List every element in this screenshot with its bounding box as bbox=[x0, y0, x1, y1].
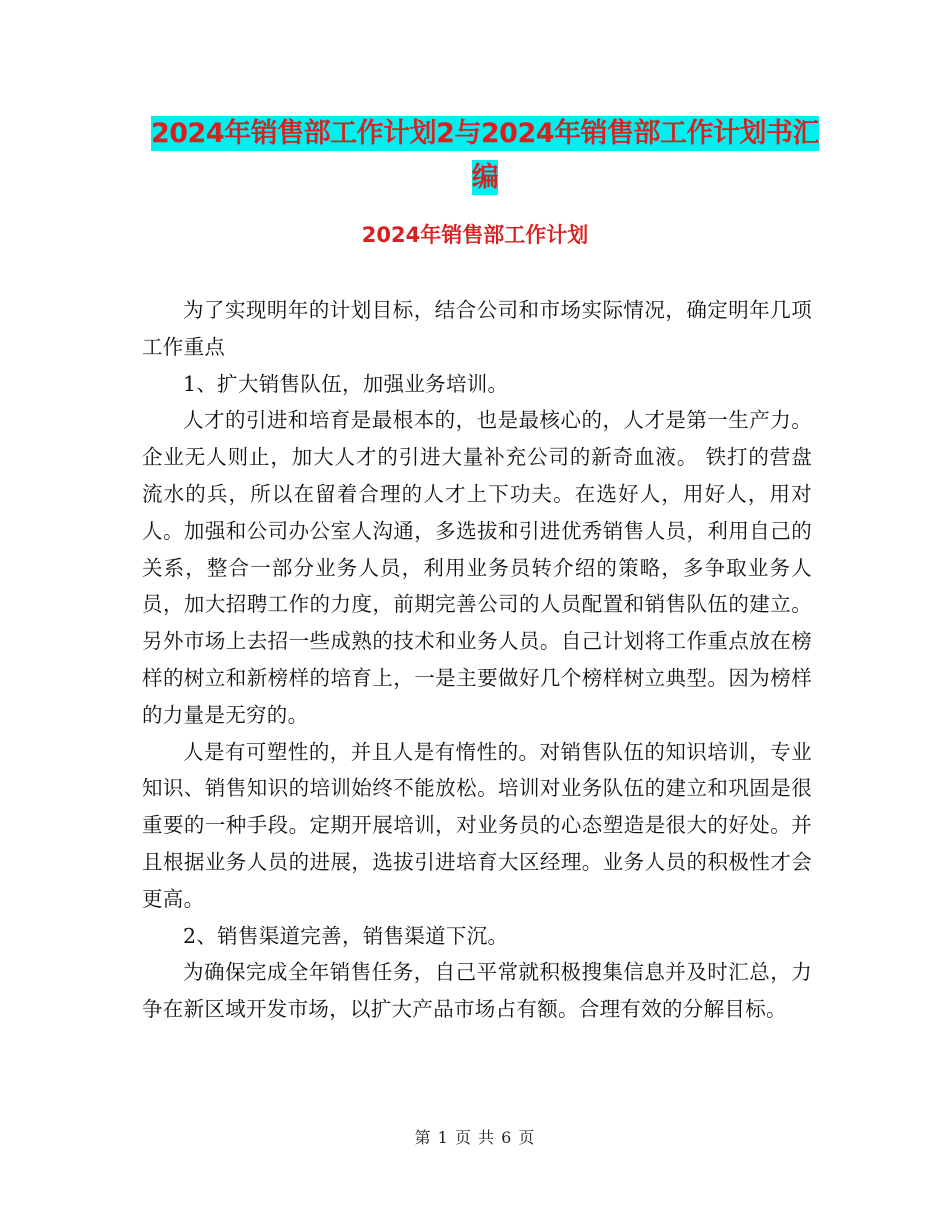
paragraph: 为确保完成全年销售任务，自己平常就积极搜集信息并及时汇总，力争在新区域开发市场，以扩大产品市场占有额。合理有效的分解目标。 bbox=[142, 960, 812, 1022]
page-footer bbox=[0, 1125, 950, 1148]
paragraph: 1、扩大销售队伍，加强业务培训。 bbox=[183, 371, 509, 396]
document-title bbox=[140, 112, 830, 200]
page-number-label: 第 1 页 共 6 页 bbox=[414, 1128, 536, 1147]
document-body bbox=[142, 292, 812, 1028]
paragraph: 人才的引进和培育是最根本的，也是最核心的，人才是第一生产力。企业无人则止，加大人才的引进大量补充公司的新奇血液。 铁打的营盘流水的兵，所以在留着合理的人才上下功夫。在选好人，用好人，用对人。加强和公司办公室人沟通，多选拔和引进优秀销售人员，利用自己的关系，整合一部分业务人员，利用业务员转介绍的策略，多争取业务人员，加大招聘工作的力度，前期完善公司的人员配置和销售队伍的建立。另外市场上去招一些成熟的技术和业务人员。自己计划将工作重点放在榜样的树立和新榜样的培育上，一是主要做好几个榜样树立典型。因为榜样的力量是无穷的。 bbox=[142, 408, 812, 727]
paragraph: 人是有可塑性的，并且人是有惰性的。对销售队伍的知识培训，专业知识、销售知识的培训始终不能放松。培训对业务队伍的建立和巩固是很重要的一种手段。定期开展培训，对业务员的心态塑造是很大的好处。并且根据业务人员的进展，选拔引进培育大区经理。业务人员的积极性才会更高。 bbox=[142, 739, 812, 911]
section-title: 2024年销售部工作计划 bbox=[361, 223, 589, 247]
document-title-text: 2024年销售部工作计划2与2024年销售部工作计划书汇编 bbox=[150, 118, 820, 193]
paragraph: 2、销售渠道完善，销售渠道下沉。 bbox=[183, 923, 509, 948]
paragraph: 为了实现明年的计划目标，结合公司和市场实际情况，确定明年几项工作重点 bbox=[142, 298, 812, 359]
